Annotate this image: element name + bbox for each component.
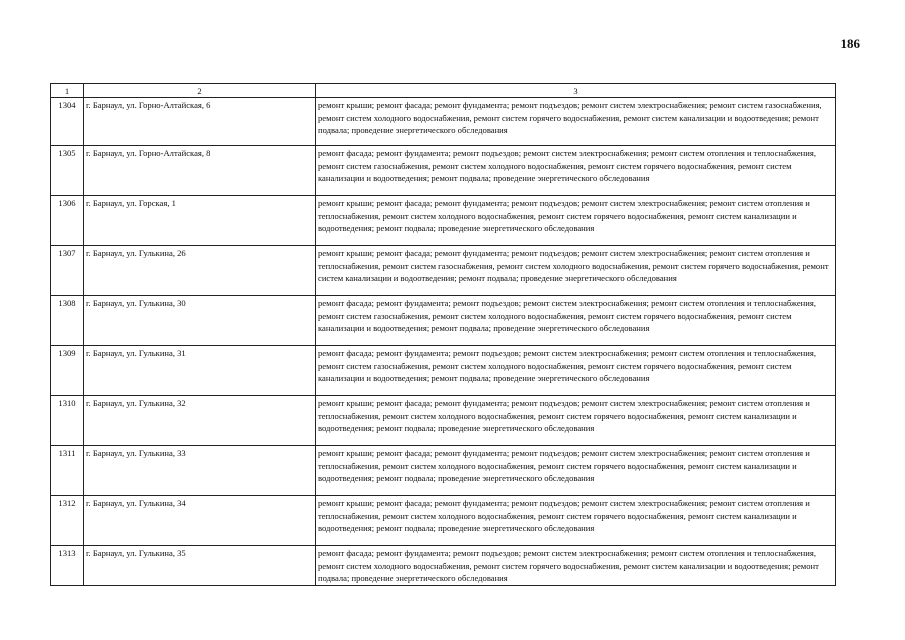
header-col-address: 2 xyxy=(84,84,316,98)
row-address: г. Барнаул, ул. Гулькина, 30 xyxy=(84,296,316,346)
table-row xyxy=(51,296,836,346)
row-works: ремонт крыши; ремонт фасада; ремонт фундамента; ремонт подъездов; ремонт систем электроснабжения; ремонт систем отопления и теплоснабжения, ремонт систем холодного водоснабжения, ремонт систем горячего водоснабжения, ремонт систем канализации и водоотведения; ремонт подвала; проведение энергетического обследования xyxy=(316,496,836,546)
row-number: 1306 xyxy=(51,196,84,246)
row-works: ремонт фасада; ремонт фундамента; ремонт подъездов; ремонт систем электроснабжения; ремонт систем отопления и теплоснабжения, ремонт систем газоснабжения, ремонт систем холодного водоснабжения, ремонт систем горячего водоснабжения, ремонт систем канализации и водоотведения; ремонт подвала; проведение энергетического обследования xyxy=(316,296,836,346)
row-address: г. Барнаул, ул. Гулькина, 32 xyxy=(84,396,316,446)
row-number: 1313 xyxy=(51,546,84,586)
row-number: 1308 xyxy=(51,296,84,346)
header-col-number: 1 xyxy=(51,84,84,98)
row-number: 1307 xyxy=(51,246,84,296)
table-header-row xyxy=(51,84,836,98)
table-row xyxy=(51,396,836,446)
row-works: ремонт фасада; ремонт фундамента; ремонт подъездов; ремонт систем электроснабжения; ремонт систем отопления и теплоснабжения, ремонт систем холодного водоснабжения, ремонт систем горячего водоснабжения, ремонт систем канализации и водоотведения; ремонт подвала; проведение энергетического обследования xyxy=(316,546,836,586)
row-number: 1304 xyxy=(51,98,84,146)
row-address: г. Барнаул, ул. Гулькина, 34 xyxy=(84,496,316,546)
table-row xyxy=(51,546,836,586)
table-row xyxy=(51,496,836,546)
table-row xyxy=(51,196,836,246)
registry-table xyxy=(50,83,836,586)
row-number: 1312 xyxy=(51,496,84,546)
table-row xyxy=(51,98,836,146)
row-address: г. Барнаул, ул. Гулькина, 33 xyxy=(84,446,316,496)
row-works: ремонт крыши; ремонт фасада; ремонт фундамента; ремонт подъездов; ремонт систем электроснабжения; ремонт систем газоснабжения, ремонт систем холодного водоснабжения, ремонт систем горячего водоснабжения, ремонт систем канализации и водоотведения; ремонт подвала; проведение энергетического обследования xyxy=(316,98,836,146)
row-address: г. Барнаул, ул. Гулькина, 26 xyxy=(84,246,316,296)
row-address: г. Барнаул, ул. Гулькина, 35 xyxy=(84,546,316,586)
row-address: г. Барнаул, ул. Горская, 1 xyxy=(84,196,316,246)
row-number: 1309 xyxy=(51,346,84,396)
table-row xyxy=(51,446,836,496)
row-works: ремонт фасада; ремонт фундамента; ремонт подъездов; ремонт систем электроснабжения; ремонт систем отопления и теплоснабжения, ремонт систем газоснабжения, ремонт систем холодного водоснабжения, ремонт систем горячего водоснабжения, ремонт систем канализации и водоотведения; ремонт подвала; проведение энергетического обследования xyxy=(316,346,836,396)
row-works: ремонт крыши; ремонт фасада; ремонт фундамента; ремонт подъездов; ремонт систем электроснабжения; ремонт систем отопления и теплоснабжения, ремонт систем холодного водоснабжения, ремонт систем горячего водоснабжения, ремонт систем канализации и водоотведения; ремонт подвала; проведение энергетического обследования xyxy=(316,196,836,246)
table-row xyxy=(51,246,836,296)
row-number: 1311 xyxy=(51,446,84,496)
row-number: 1305 xyxy=(51,146,84,196)
header-col-works: 3 xyxy=(316,84,836,98)
table-row xyxy=(51,146,836,196)
row-address: г. Барнаул, ул. Горно-Алтайская, 8 xyxy=(84,146,316,196)
page-number: 186 xyxy=(840,36,860,51)
row-number: 1310 xyxy=(51,396,84,446)
row-works: ремонт фасада; ремонт фундамента; ремонт подъездов; ремонт систем электроснабжения; ремонт систем отопления и теплоснабжения, ремонт систем газоснабжения, ремонт систем холодного водоснабжения, ремонт систем горячего водоснабжения, ремонт систем канализации и водоотведения; ремонт подвала; проведение энергетического обследования xyxy=(316,146,836,196)
table-row xyxy=(51,346,836,396)
row-works: ремонт крыши; ремонт фасада; ремонт фундамента; ремонт подъездов; ремонт систем электроснабжения; ремонт систем отопления и теплоснабжения, ремонт систем холодного водоснабжения, ремонт систем горячего водоснабжения, ремонт систем канализации и водоотведения; ремонт подвала; проведение энергетического обследования xyxy=(316,396,836,446)
row-address: г. Барнаул, ул. Горно-Алтайская, 6 xyxy=(84,98,316,146)
row-works: ремонт крыши; ремонт фасада; ремонт фундамента; ремонт подъездов; ремонт систем электроснабжения; ремонт систем отопления и теплоснабжения, ремонт систем холодного водоснабжения, ремонт систем горячего водоснабжения, ремонт систем канализации и водоотведения; ремонт подвала; проведение энергетического обследования xyxy=(316,446,836,496)
row-address: г. Барнаул, ул. Гулькина, 31 xyxy=(84,346,316,396)
row-works: ремонт крыши; ремонт фасада; ремонт фундамента; ремонт подъездов; ремонт систем электроснабжения; ремонт систем отопления и теплоснабжения, ремонт систем газоснабжения, ремонт систем холодного водоснабжения, ремонт систем горячего водоснабжения, ремонт систем канализации и водоотведения; ремонт подвала; проведение энергетического обследования xyxy=(316,246,836,296)
